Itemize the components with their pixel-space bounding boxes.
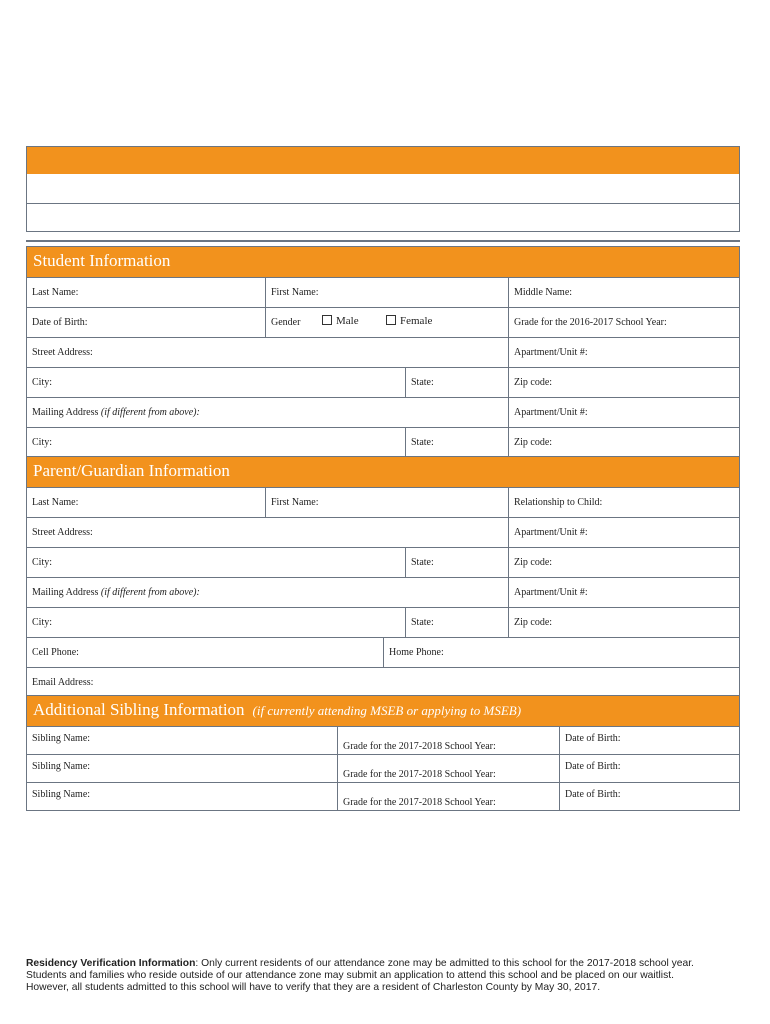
student-street-field[interactable]: Street Address: — [32, 347, 93, 358]
student-mailing-apt-field[interactable]: Apartment/Unit #: — [508, 398, 739, 427]
student-first-name-field[interactable]: First Name: — [265, 278, 509, 307]
parent-name-row — [26, 488, 740, 518]
student-name-row — [26, 278, 740, 308]
student-mailing-zip-field[interactable]: Zip code: — [508, 428, 739, 457]
parent-state-field[interactable]: State: — [405, 548, 509, 577]
parent-street-row — [26, 518, 740, 548]
sibling-row — [26, 783, 740, 811]
student-grade-field[interactable]: Grade for the 2016-2017 School Year: — [508, 308, 739, 337]
sibling-section-heading — [26, 695, 740, 727]
sibling-grade-field[interactable]: Grade for the 2017-2018 School Year: — [337, 755, 559, 782]
sibling-row — [26, 727, 740, 755]
sibling-grade-field[interactable]: Grade for the 2017-2018 School Year: — [337, 727, 559, 754]
parent-email-row — [26, 668, 740, 698]
parent-cell-phone-field[interactable]: Cell Phone: — [32, 647, 79, 658]
student-dob-row — [26, 308, 740, 338]
parent-mailing-zip-field[interactable]: Zip code: — [508, 608, 739, 637]
student-dob-field[interactable]: Date of Birth: — [32, 317, 88, 328]
parent-mailing-field[interactable]: Mailing Address (if different from above): — [32, 587, 200, 598]
male-checkbox[interactable] — [322, 315, 332, 325]
student-section-heading — [26, 246, 740, 278]
parent-mailing-apt-field[interactable]: Apartment/Unit #: — [508, 578, 739, 607]
header-divider — [27, 203, 739, 204]
section-rule — [26, 240, 740, 242]
gender-male-option[interactable]: Male — [322, 315, 359, 327]
parent-mailing-row — [26, 578, 740, 608]
parent-section-heading — [26, 456, 740, 488]
parent-mailing-city-row — [26, 608, 740, 638]
parent-city-field[interactable]: City: — [32, 557, 53, 568]
student-apt-field[interactable]: Apartment/Unit #: — [508, 338, 739, 367]
sibling-dob-field[interactable]: Date of Birth: — [559, 727, 739, 754]
student-mailing-field[interactable]: Mailing Address (if different from above): — [32, 407, 200, 418]
student-street-row — [26, 338, 740, 368]
header-orange-band — [27, 147, 739, 174]
parent-city-row — [26, 548, 740, 578]
parent-apt-field[interactable]: Apartment/Unit #: — [508, 518, 739, 547]
sibling-dob-field[interactable]: Date of Birth: — [559, 755, 739, 782]
form-header-box — [26, 146, 740, 232]
sibling-grade-field[interactable]: Grade for the 2017-2018 School Year: — [337, 783, 559, 810]
gender-female-option[interactable]: Female — [386, 315, 432, 327]
sibling-heading-text: Additional Sibling Information (if currently attending MSEB or applying to MSEB) — [33, 700, 522, 719]
parent-street-field[interactable]: Street Address: — [32, 527, 93, 538]
student-mailing-city-field[interactable]: City: — [32, 437, 53, 448]
student-gender-field: Gender Male Female — [265, 308, 509, 337]
parent-phone-row — [26, 638, 740, 668]
sibling-name-field[interactable]: Sibling Name: — [32, 761, 91, 772]
student-zip-field[interactable]: Zip code: — [508, 368, 739, 397]
parent-mailing-city-field[interactable]: City: — [32, 617, 53, 628]
student-city-field[interactable]: City: — [32, 377, 53, 388]
student-state-field[interactable]: State: — [405, 368, 509, 397]
parent-home-phone-field[interactable]: Home Phone: — [383, 638, 739, 667]
sibling-name-field[interactable]: Sibling Name: — [32, 789, 91, 800]
student-city-row — [26, 368, 740, 398]
student-mailing-state-field[interactable]: State: — [405, 428, 509, 457]
sibling-name-field[interactable]: Sibling Name: — [32, 733, 91, 744]
residency-label: Residency Verification Information — [26, 958, 196, 969]
student-mailing-city-row — [26, 428, 740, 458]
parent-first-name-field[interactable]: First Name: — [265, 488, 509, 517]
sibling-dob-field[interactable]: Date of Birth: — [559, 783, 739, 810]
parent-heading-text: Parent/Guardian Information — [33, 461, 230, 480]
parent-zip-field[interactable]: Zip code: — [508, 548, 739, 577]
student-middle-name-field[interactable]: Middle Name: — [508, 278, 739, 307]
female-checkbox[interactable] — [386, 315, 396, 325]
parent-email-field[interactable]: Email Address: — [32, 677, 94, 688]
parent-relationship-field[interactable]: Relationship to Child: — [508, 488, 739, 517]
sibling-row — [26, 755, 740, 783]
parent-last-name-field[interactable]: Last Name: — [32, 497, 79, 508]
student-last-name-field[interactable]: Last Name: — [32, 287, 79, 298]
student-mailing-row — [26, 398, 740, 428]
student-heading-text: Student Information — [33, 251, 171, 270]
parent-mailing-state-field[interactable]: State: — [405, 608, 509, 637]
residency-verification-note: Residency Verification Information: Only current residents of our attendance zone may be admitted to this school for the 2017-2018 school year. Students and families who reside outside of our attendance zone may submit an application to attend this school and be placed on our waitlist. However, all students admitted to this school will have to verify that they are a resident of Charleston County by May 30, 2017. — [26, 958, 694, 993]
